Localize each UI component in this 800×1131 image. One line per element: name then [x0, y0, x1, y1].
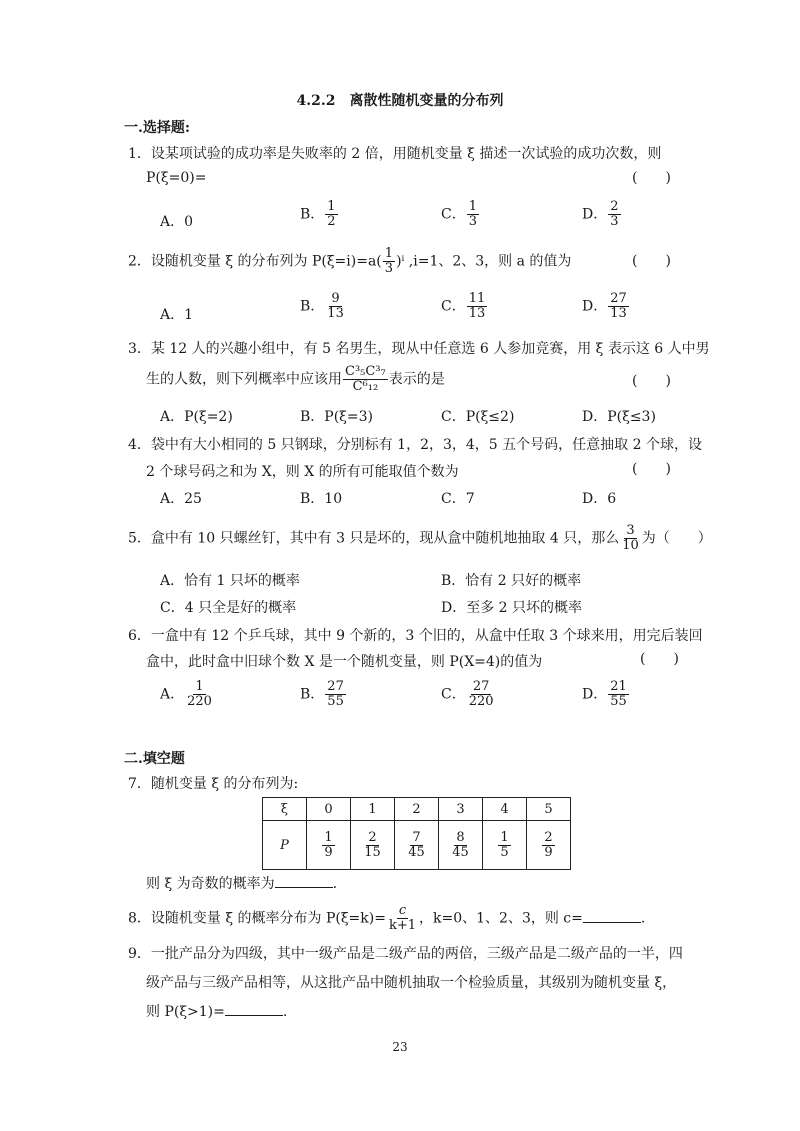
q5-option-d: D．至多 2 只坏的概率	[441, 600, 583, 616]
q6-answer-paren: ( )	[640, 651, 679, 667]
q9-answer-line: 则 P(ξ>1)= .	[146, 1004, 288, 1020]
q4-answer-paren: ( )	[632, 461, 671, 477]
q8-stem: 8．设随机变量 ξ 的概率分布为 P(ξ=k)= $\frac{c}{k+1}$ ，k=0、1、2、3，则 c= .	[128, 903, 646, 933]
table-cell: $\frac{7}{45}$	[395, 821, 439, 870]
q4-option-b: B．10	[300, 491, 343, 507]
q6-stem-line1: 6．一盒中有 12 个乒乓球，其中 9 个新的，3 个旧的，从盒中任取 3 个球来用，用完后装回	[128, 628, 703, 644]
q1-stem-line2: P(ξ=0)=	[146, 170, 207, 186]
q9-stem-line1: 9．一批产品分为四级，其中一级产品是二级产品的两倍，三级产品是二级产品的一半，四	[128, 946, 683, 962]
q5-stem: 5．盒中有 10 只螺丝钉，其中有 3 只是坏的，现从盒中随机地抽取 4 只，那么 $\frac{3}{10}$ 为（ ）	[128, 523, 712, 553]
table-header-cell: 5	[527, 798, 571, 821]
q7-answer-blank[interactable]	[275, 875, 333, 888]
q6-option-d: D． $\frac{21}{55}$	[582, 679, 627, 709]
page-title: 4.2.2 离散性随机变量的分布列	[296, 93, 504, 109]
q4-option-d: D．6	[582, 491, 617, 507]
page-number: 23	[392, 1040, 408, 1054]
table-cell: $\frac{8}{45}$	[439, 821, 483, 870]
q1-stem-line1: 1．设某项试验的成功率是失败率的 2 倍，用随机变量 ξ 描述一次试验的成功次数，则	[128, 146, 662, 162]
q6-option-b: B． $\frac{27}{55}$	[300, 679, 344, 709]
q2-stem: 2．设随机变量 ξ 的分布列为 P(ξ=i)=a( $\frac{1}{3}$ )ⁱ ,i=1、2、3，则 a 的值为	[128, 246, 572, 276]
table-header-cell: 0	[307, 798, 351, 821]
q2-option-b: B． $\frac{9}{13}$	[300, 291, 344, 321]
table-header-cell: 2	[395, 798, 439, 821]
table-header-cell: 4	[483, 798, 527, 821]
q3-option-c: C．P(ξ≤2)	[441, 409, 515, 425]
q1-option-c: C． $\frac{1}{3}$	[441, 199, 477, 229]
q3-option-b: B．P(ξ=3)	[300, 409, 373, 425]
q1-option-d: D． $\frac{2}{3}$	[582, 199, 619, 229]
q4-stem-line1: 4．袋中有大小相同的 5 只钢球，分别标有 1，2，3，4，5 五个号码，任意抽取 2 个球，设	[128, 437, 702, 453]
q2-option-c: C． $\frac{11}{13}$	[441, 291, 486, 321]
table-header-cell: ξ	[263, 798, 307, 821]
q6-option-a: A． $\frac{1}{220}$	[160, 679, 212, 709]
q6-stem-line2: 盒中，此时盒中旧球个数 X 是一个随机变量，则 P(X=4)的值为	[146, 654, 543, 670]
q7-answer-line: 则 ξ 为奇数的概率为 .	[146, 876, 338, 892]
table-cell: $\frac{2}{15}$	[351, 821, 395, 870]
q5-option-c: C．4 只全是好的概率	[160, 600, 297, 616]
q6-option-c: C． $\frac{27}{220}$	[441, 679, 494, 709]
q2-answer-paren: ( )	[632, 253, 671, 269]
table-cell: $\frac{1}{9}$	[307, 821, 351, 870]
table-cell: $\frac{1}{5}$	[483, 821, 527, 870]
q5-option-b: B．恰有 2 只好的概率	[441, 573, 582, 589]
q5-option-a: A．恰有 1 只坏的概率	[160, 573, 300, 589]
table-cell: $\frac{2}{9}$	[527, 821, 571, 870]
q7-stem: 7．随机变量 ξ 的分布列为:	[128, 776, 299, 792]
q3-stem-line2: 生的人数，则下列概率中应该用 $\frac{\text{C³₅C³₇}}{\text{C⁶₁₂}}$ 表示的是	[146, 364, 445, 394]
q9-answer-blank[interactable]	[225, 1003, 283, 1016]
q3-option-d: D．P(ξ≤3)	[582, 409, 656, 425]
table-header-cell: 1	[351, 798, 395, 821]
q4-option-a: A．25	[160, 491, 202, 507]
section-choice-heading: 一.选择题:	[124, 120, 191, 136]
distribution-table	[262, 797, 571, 870]
q9-stem-line2: 级产品与三级产品相等，从这批产品中随机抽取一个检验质量，其级别为随机变量 ξ，	[146, 975, 677, 991]
q3-option-a: A．P(ξ=2)	[160, 409, 233, 425]
q3-stem-line1: 3．某 12 人的兴趣小组中，有 5 名男生，现从中任意选 6 人参加竞赛，用 ξ 表示这 6 人中男	[128, 341, 710, 357]
q8-answer-blank[interactable]	[583, 910, 641, 923]
q1-answer-paren: ( )	[632, 170, 671, 186]
table-header-cell: 3	[439, 798, 483, 821]
q2-option-a: A．1	[160, 307, 194, 323]
q4-stem-line2: 2 个球号码之和为 X，则 X 的所有可能取值个数为	[146, 464, 459, 480]
q4-option-c: C．7	[441, 491, 475, 507]
q3-answer-paren: ( )	[632, 373, 671, 389]
section-fill-heading: 二.填空题	[124, 751, 185, 767]
table-row-label: P	[263, 821, 307, 870]
q1-option-b: B． $\frac{1}{2}$	[300, 199, 336, 229]
q2-option-d: D． $\frac{27}{13}$	[582, 291, 627, 321]
q1-option-a: A．0	[160, 214, 194, 230]
